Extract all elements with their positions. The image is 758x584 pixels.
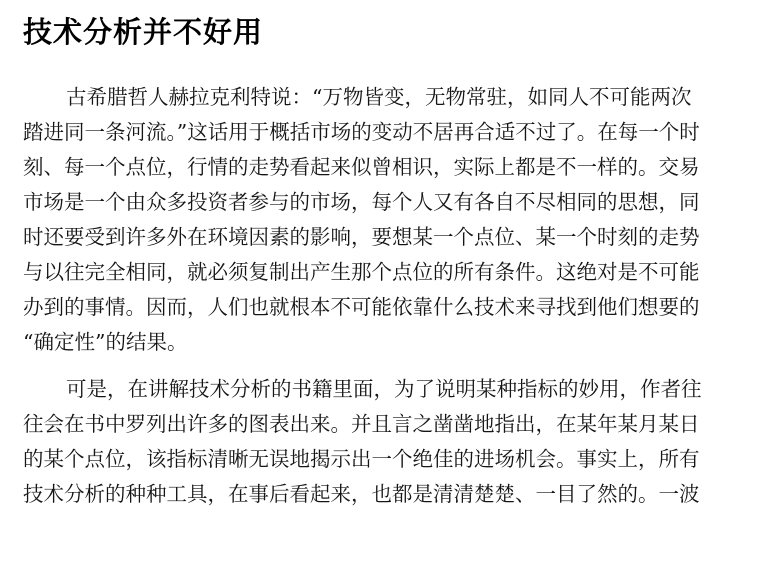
text-line: 办到的事情。因而，人们也就根本不可能依靠什么技术来寻找到他们想要的 bbox=[23, 295, 700, 319]
text-line: 刻、每一个点位，行情的走势看起来似曾相识，实际上都是不一样的。交易 bbox=[23, 155, 700, 179]
text-line: 古希腊哲人赫拉克利特说：“万物皆变，无物常驻，如同人不可能两次 bbox=[66, 85, 692, 109]
page-title: 技术分析并不好用 bbox=[23, 15, 264, 49]
text-line: 往会在书中罗列出许多的图表出来。并且言之凿凿地指出，在某年某月某日 bbox=[23, 412, 700, 436]
text-line: “确定性”的结果。 bbox=[23, 330, 188, 354]
text-line: 技术分析的种种工具，在事后看起来，也都是清清楚楚、一目了然的。一波 bbox=[23, 482, 700, 506]
text-line: 市场是一个由众多投资者参与的市场，每个人又有各自不尽相同的思想，同 bbox=[23, 190, 700, 214]
text-line: 可是，在讲解技术分析的书籍里面，为了说明某种指标的妙用，作者往 bbox=[66, 377, 702, 401]
text-line: 时还要受到许多外在环境因素的影响，要想某一个点位、某一个时刻的走势 bbox=[23, 225, 700, 249]
text-line: 与以往完全相同，就必须复制出产生那个点位的所有条件。这绝对是不可能 bbox=[23, 260, 700, 284]
text-line: 的某个点位，该指标清晰无误地揭示出一个绝佳的进场机会。事实上，所有 bbox=[23, 447, 700, 471]
text-line: 踏进同一条河流。”这话用于概括市场的变动不居再合适不过了。在每一个时 bbox=[23, 120, 700, 144]
